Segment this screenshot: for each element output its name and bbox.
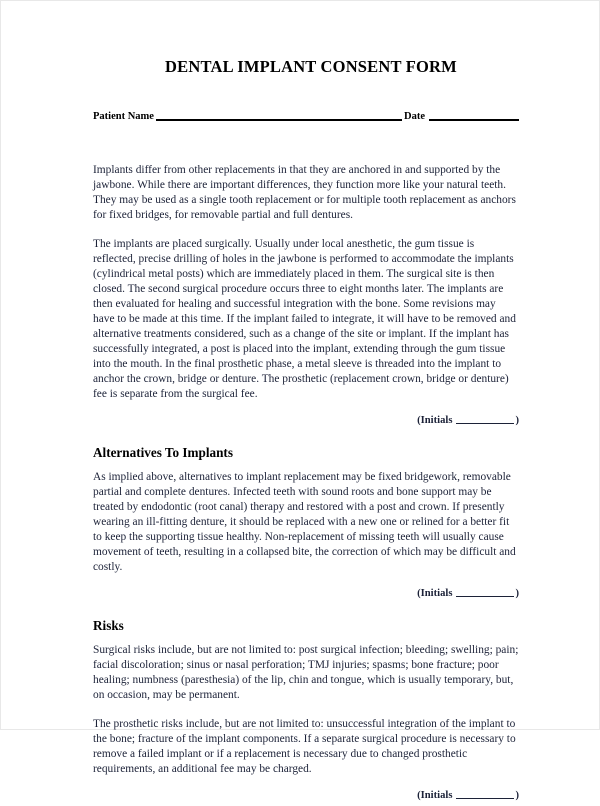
initials-line-alternatives [93,588,519,600]
initials-close-paren: ) [515,588,519,599]
patient-name-label: Patient Name [93,111,154,122]
initials-label: (Initials [417,790,453,801]
risks-paragraph-2: The prosthetic risks include, but are not limited to: unsuccessful integration of the implant to the bone; fracture of the implant components. If a separate surgical procedure is necessary to remove a failed implant or if a replacement is necessary due to changed prosthetic requirements, an additional fee may be charged. [93,718,516,775]
risks-heading: Risks [93,618,124,633]
initials-label: (Initials [417,588,453,599]
initials-line-risks [93,790,519,802]
initials-blank[interactable] [456,596,514,597]
alternatives-paragraph-1: As implied above, alternatives to implant replacement may be fixed bridgework, removable partial and complete dentures. Infected teeth with sound roots and bone support may be treated by endodontic (root canal) therapy and restored with a post and crown. If presently wearing an ill-fitting denture, it should be replaced with a new one or relined for a better fit to keep the supporting tissue healthy. Non-replacement of missing teeth will usually cause movement of teeth, resulting in a collapsed bite, the correction of which may be difficult and costly. [93,471,516,573]
risks-paragraph-1: Surgical risks include, but are not limited to: post surgical infection; bleeding; swelling; pain; facial discoloration; sinus or nasal perforation; TMJ injuries; spasms; bone fracture; poor healing; numbness (paresthesia) of the lip, chin and tongue, which is usually temporary, but, on occasion, may be permanent. [93,644,519,701]
intro-paragraph-2: The implants are placed surgically. Usually under local anesthetic, the gum tissue is reflected, precise drilling of holes in the jawbone is performed to accommodate the implants (cylindrical metal posts) which are immediately placed in them. The surgical site is then closed. The second surgical procedure occurs three to eight months later. The implants are then evaluated for healing and successful integration with the bone. Some revisions may have to be made at this time. If the implant failed to integrate, it will have to be removed and alternative treatments considered, such as a change of the site or implant. If the implant has successfully integrated, a post is placed into the implant, extending through the gum tissue into the mouth. In the final prosthetic phase, a metal sleeve is threaded into the implant to anchor the crown, bridge or denture. The prosthetic (replacement crown, bridge or denture) fee is separate from the surgical fee. [93,238,516,400]
date-blank[interactable] [429,119,519,121]
alternatives-heading: Alternatives To Implants [93,445,233,460]
initials-line-intro [93,415,519,427]
initials-close-paren: ) [515,790,519,801]
risks-section [93,618,519,802]
page-title: DENTAL IMPLANT CONSENT FORM [165,57,457,76]
initials-close-paren: ) [515,415,519,426]
initials-blank[interactable] [456,798,514,799]
date-label: Date [404,111,425,122]
alternatives-section [93,445,519,600]
intro-paragraph-1: Implants differ from other replacements in that they are anchored in and supported by the jawbone. While there are important differences, they function more like your natural teeth. They may be used as a single tooth replacement or for multiple tooth replacement as anchors for fixed bridges, for removable partial and full dentures. [93,164,516,221]
initials-label: (Initials [417,415,453,426]
intro-section [93,163,519,427]
patient-name-date-row [93,111,519,123]
initials-blank[interactable] [456,423,514,424]
document-content [93,1,519,806]
patient-name-blank[interactable] [156,119,402,121]
